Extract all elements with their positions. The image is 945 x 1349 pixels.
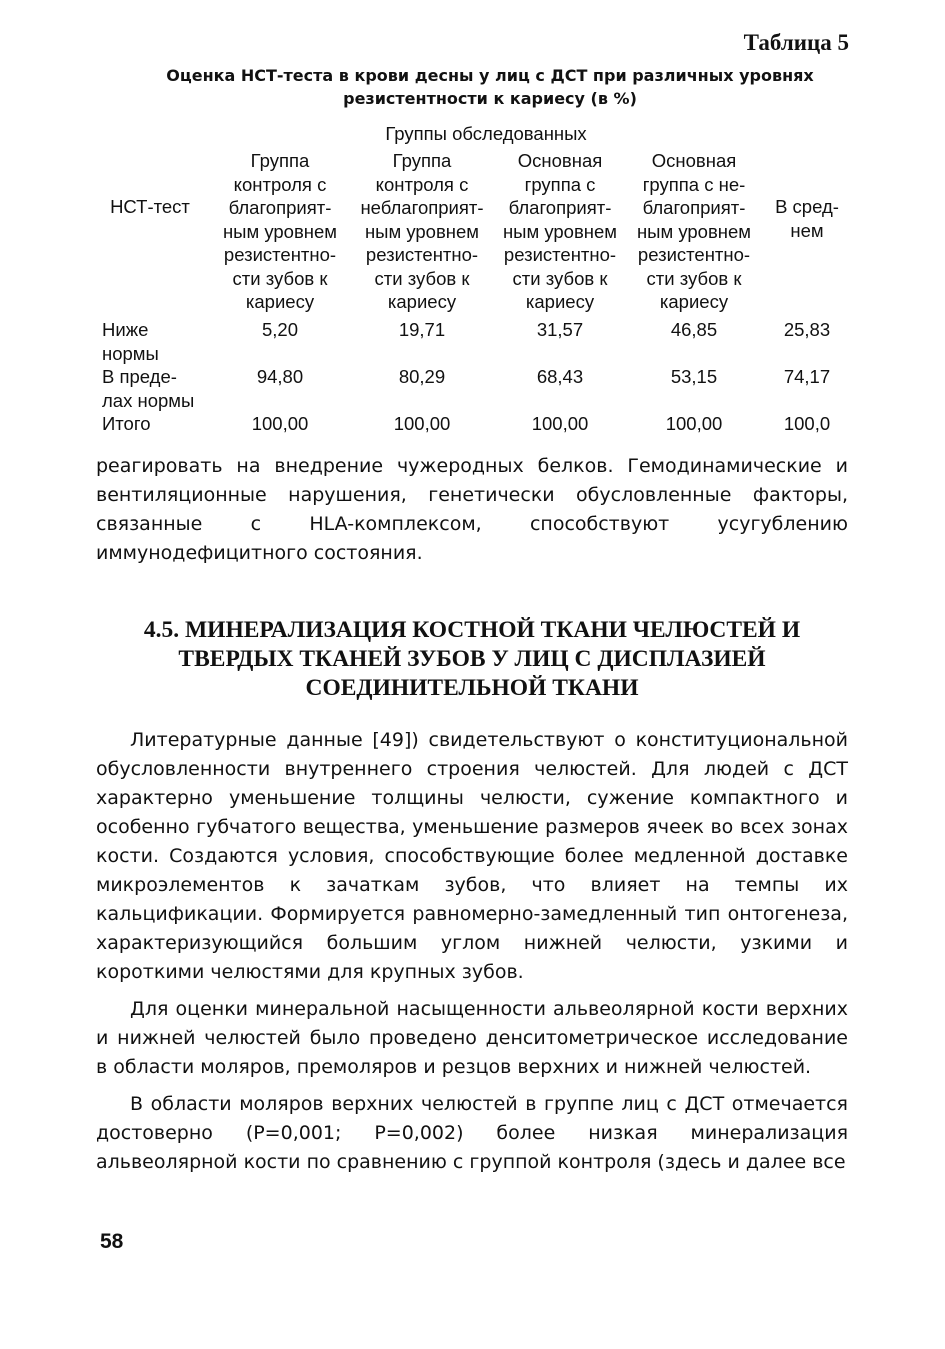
table-cell: 100,00 [531,413,589,434]
header-line: резистентно- [223,244,337,265]
header-line: резистентно- [503,244,617,265]
header-line: кариесу [525,291,595,312]
column-header-1 [208,149,352,314]
table-cell: 25,83 [783,319,831,340]
header-line: Основная [651,150,737,171]
header-line: резистентно- [637,244,751,265]
page-number: 58 [100,1230,124,1253]
header-line: сти зубов к [512,267,608,289]
header-line: Группа [250,150,310,171]
row-label-line: лах нормы [102,389,195,411]
table-cell: 19,71 [398,319,446,340]
header-line: сти зубов к [232,267,328,289]
header-line: благоприят- [642,197,746,218]
table-cell: 80,29 [398,366,446,387]
row-label-line: Ниже [102,319,149,340]
header-line: ным уровнем [636,220,752,242]
header-line: сти зубов к [374,267,470,289]
header-line: кариесу [659,291,729,312]
header-line: контроля с [233,173,327,195]
continuation-paragraph: реагировать на внедрение чужеродных белков. Гемодинамические и вентиляционные нарушения, генетически обусловленные факторы, связанные с HLA-комплексом, способствуют усугублению иммунодефицитного состояния. [96,455,848,564]
header-line: резистентно- [365,244,479,265]
table-cell: 100,00 [393,413,451,434]
header-line: кариесу [245,291,315,312]
section-heading-line: ТВЕРДЫХ ТКАНЕЙ ЗУБОВ У ЛИЦ С ДИСПЛАЗИЕЙ [178,646,766,672]
header-line: контроля с [375,173,469,195]
header-line: нем [790,219,824,241]
row-label-line: В преде- [102,366,177,387]
column-header-3 [492,149,628,314]
column-header-average [762,195,852,242]
table-cell: 100,00 [251,413,309,434]
header-line: кариесу [387,291,457,312]
header-line: ным уровнем [222,220,338,242]
group-header: Группы обследованных [385,123,587,144]
header-line: сти зубов к [646,267,742,289]
table-cell: 74,17 [783,366,831,387]
section-heading-line: 4.5. МИНЕРАЛИЗАЦИЯ КОСТНОЙ ТКАНИ ЧЕЛЮСТЕЙ И [143,617,801,643]
table-cell: 94,80 [256,366,304,387]
table-row-label [102,412,150,436]
table-caption-line-1: Оценка НСТ-теста в крови десны у лиц с ДСТ при различных уровнях [166,66,814,85]
table-cell: 100,0 [783,413,831,434]
paragraph: Для оценки минеральной насыщенности альвеолярной кости верхних и нижней челюстей было проведено денситометрическое исследование в области моляров, премоляров и резцов верхних и нижней челюстей. [96,998,848,1078]
table-caption [140,64,840,110]
paragraph: Литературные данные [49]) свидетельствуют о конституциональной обусловленности внутреннего строения челюстей. Для людей с ДСТ характерно уменьшение толщины челюсти, сужение компактного и особенно губчатого вещества, уменьшение размеров ячеек во всех зонах кости. Создаются условия, способствующие более медленной доставке микроэлементов к зачаткам зубов, что влияет на темпы их кальцификации. Формируется равномерно-замедленный тип онтогенеза, характеризующийся большим углом нижней челюсти, узкими и короткими челюстями для крупных зубов. [96,729,848,983]
header-line: благоприят- [508,197,612,218]
column-header-test: НСТ-тест [110,196,190,217]
section-heading-line: СОЕДИНИТЕЛЬНОЙ ТКАНИ [305,675,639,701]
table-cell: 100,00 [665,413,723,434]
header-line: группа с не- [642,173,746,195]
header-line: ным уровнем [502,220,618,242]
header-line: группа с [524,173,596,195]
table-cell: 46,85 [670,319,718,340]
header-line: неблагоприят- [360,197,484,218]
row-label-line: Итого [102,413,151,434]
table-cell: 31,57 [536,319,584,340]
table-row-label [102,365,194,412]
column-header-4 [626,149,762,314]
table-caption-line-2: резистентности к кариесу (в %) [343,89,637,108]
header-line: В сред- [775,196,839,217]
header-line: благоприят- [228,197,332,218]
paragraph: В области моляров верхних челюстей в группе лиц с ДСТ отмечается достоверно (P=0,001; P=0,002) более низкая минерализация альвеолярной кости по сравнению с группой контроля (здесь и далее все [96,1093,848,1173]
table-cell: 5,20 [261,319,298,340]
table-row-label [102,318,159,365]
row-label-line: нормы [102,342,159,364]
section-heading [96,616,848,703]
header-line: Группа [392,150,452,171]
table-cell: 68,43 [536,366,584,387]
table-cell: 53,15 [670,366,718,387]
column-header-2 [348,149,496,314]
table-label: Таблица 5 [743,30,849,55]
header-line: Основная [517,150,603,171]
body-text [96,726,848,1185]
header-line: ным уровнем [364,220,480,242]
